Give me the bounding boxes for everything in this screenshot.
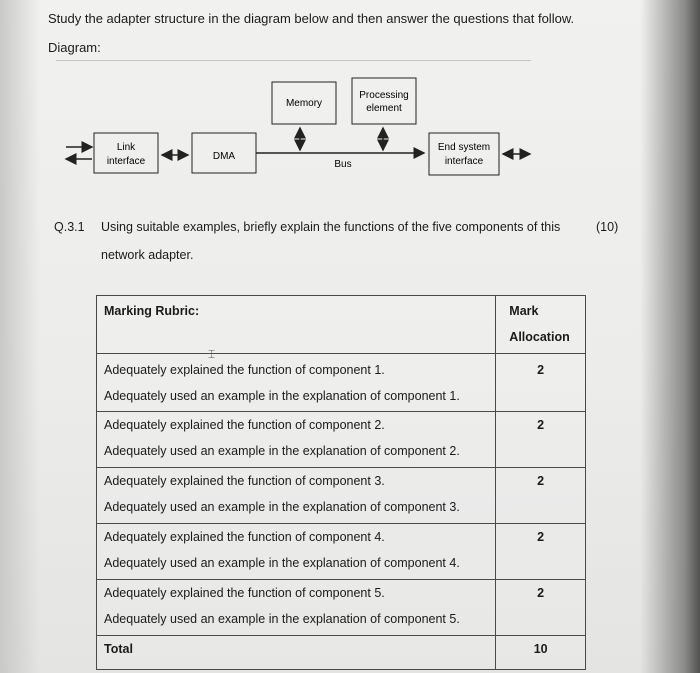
- rubric-row: [97, 524, 586, 580]
- question-text-line2: network adapter.: [101, 248, 194, 262]
- rubric-example-text: Adequately used an example in the explanation of component 2.: [104, 444, 460, 458]
- rubric-total-label-cell: [97, 636, 496, 670]
- rubric-mark-value: 2: [537, 363, 545, 377]
- rubric-explain-text: Adequately explained the function of component 3.: [104, 474, 385, 488]
- rubric-example-text: Adequately used an example in the explanation of component 5.: [104, 612, 460, 626]
- end-system-label-2: interface: [444, 156, 484, 167]
- rubric-total-label: Total: [104, 642, 133, 656]
- rubric-mark-value: 2: [537, 530, 545, 544]
- rubric-row: [97, 468, 586, 524]
- rubric-mark-cell: [496, 580, 586, 636]
- rubric-criteria-cell: [97, 580, 496, 636]
- rubric-row: [97, 412, 586, 468]
- rubric-example-text: Adequately used an example in the explanation of component 3.: [104, 500, 460, 514]
- rubric-explain-text: Adequately explained the function of component 2.: [104, 418, 385, 432]
- rubric-mark-cell: [496, 354, 586, 412]
- processing-element-box: [352, 78, 416, 124]
- adapter-diagram: [56, 60, 536, 200]
- mark-header-line1: Mark: [509, 304, 539, 318]
- rubric-explain-text: Adequately explained the function of component 1.: [104, 363, 385, 377]
- rubric-criteria-cell: [97, 354, 496, 412]
- rubric-mark-value: 2: [537, 418, 545, 432]
- rubric-header-row: [97, 296, 586, 354]
- page-shadow-left: [0, 0, 40, 673]
- rubric-criteria-cell: [97, 412, 496, 468]
- link-interface-label-1: Link: [116, 142, 136, 153]
- rubric-total-mark-cell: [496, 636, 586, 670]
- diagram-label: Diagram:: [48, 40, 101, 55]
- processing-label-1: Processing: [359, 90, 409, 101]
- rubric-example-text: Adequately used an example in the explanation of component 1.: [104, 389, 460, 403]
- rubric-header-left: [97, 296, 496, 354]
- question-number: Q.3.1: [54, 220, 85, 234]
- rubric-explain-text: Adequately explained the function of component 4.: [104, 530, 385, 544]
- rubric-header-label: Marking Rubric:: [104, 304, 200, 318]
- rubric-explain-text: Adequately explained the function of component 5.: [104, 586, 385, 600]
- rubric-row: [97, 354, 586, 412]
- bus-label: Bus: [334, 159, 352, 170]
- rubric-example-text: Adequately used an example in the explanation of component 4.: [104, 556, 460, 570]
- link-interface-label-2: interface: [106, 156, 146, 167]
- dma-label: DMA: [212, 151, 236, 162]
- marking-rubric-table: [96, 295, 586, 670]
- rubric-mark-cell: [496, 412, 586, 468]
- rubric-criteria-cell: [97, 524, 496, 580]
- rubric-mark-value: 2: [537, 474, 545, 488]
- question-marks: (10): [596, 220, 619, 234]
- processing-label-2: element: [366, 103, 402, 114]
- rubric-mark-cell: [496, 468, 586, 524]
- text-cursor-icon: ⌶: [208, 347, 216, 361]
- rubric-total-mark: 10: [533, 642, 548, 656]
- page-shadow-right: [640, 0, 700, 673]
- memory-label: Memory: [285, 98, 323, 109]
- end-system-label-1: End system: [437, 142, 491, 153]
- rubric-row: [97, 580, 586, 636]
- mark-header-line2: Allocation: [509, 330, 570, 344]
- link-interface-box: [94, 133, 158, 173]
- end-system-interface-box: [429, 133, 499, 175]
- rubric-mark-value: 2: [537, 586, 545, 600]
- rubric-criteria-cell: [97, 468, 496, 524]
- rubric-total-row: [97, 636, 586, 670]
- question-text-line1: Using suitable examples, briefly explain the functions of the five components of this: [101, 220, 561, 234]
- rubric-header-right: [496, 296, 586, 354]
- rubric-mark-cell: [496, 524, 586, 580]
- intro-text: Study the adapter structure in the diagram below and then answer the questions that follow.: [48, 11, 575, 26]
